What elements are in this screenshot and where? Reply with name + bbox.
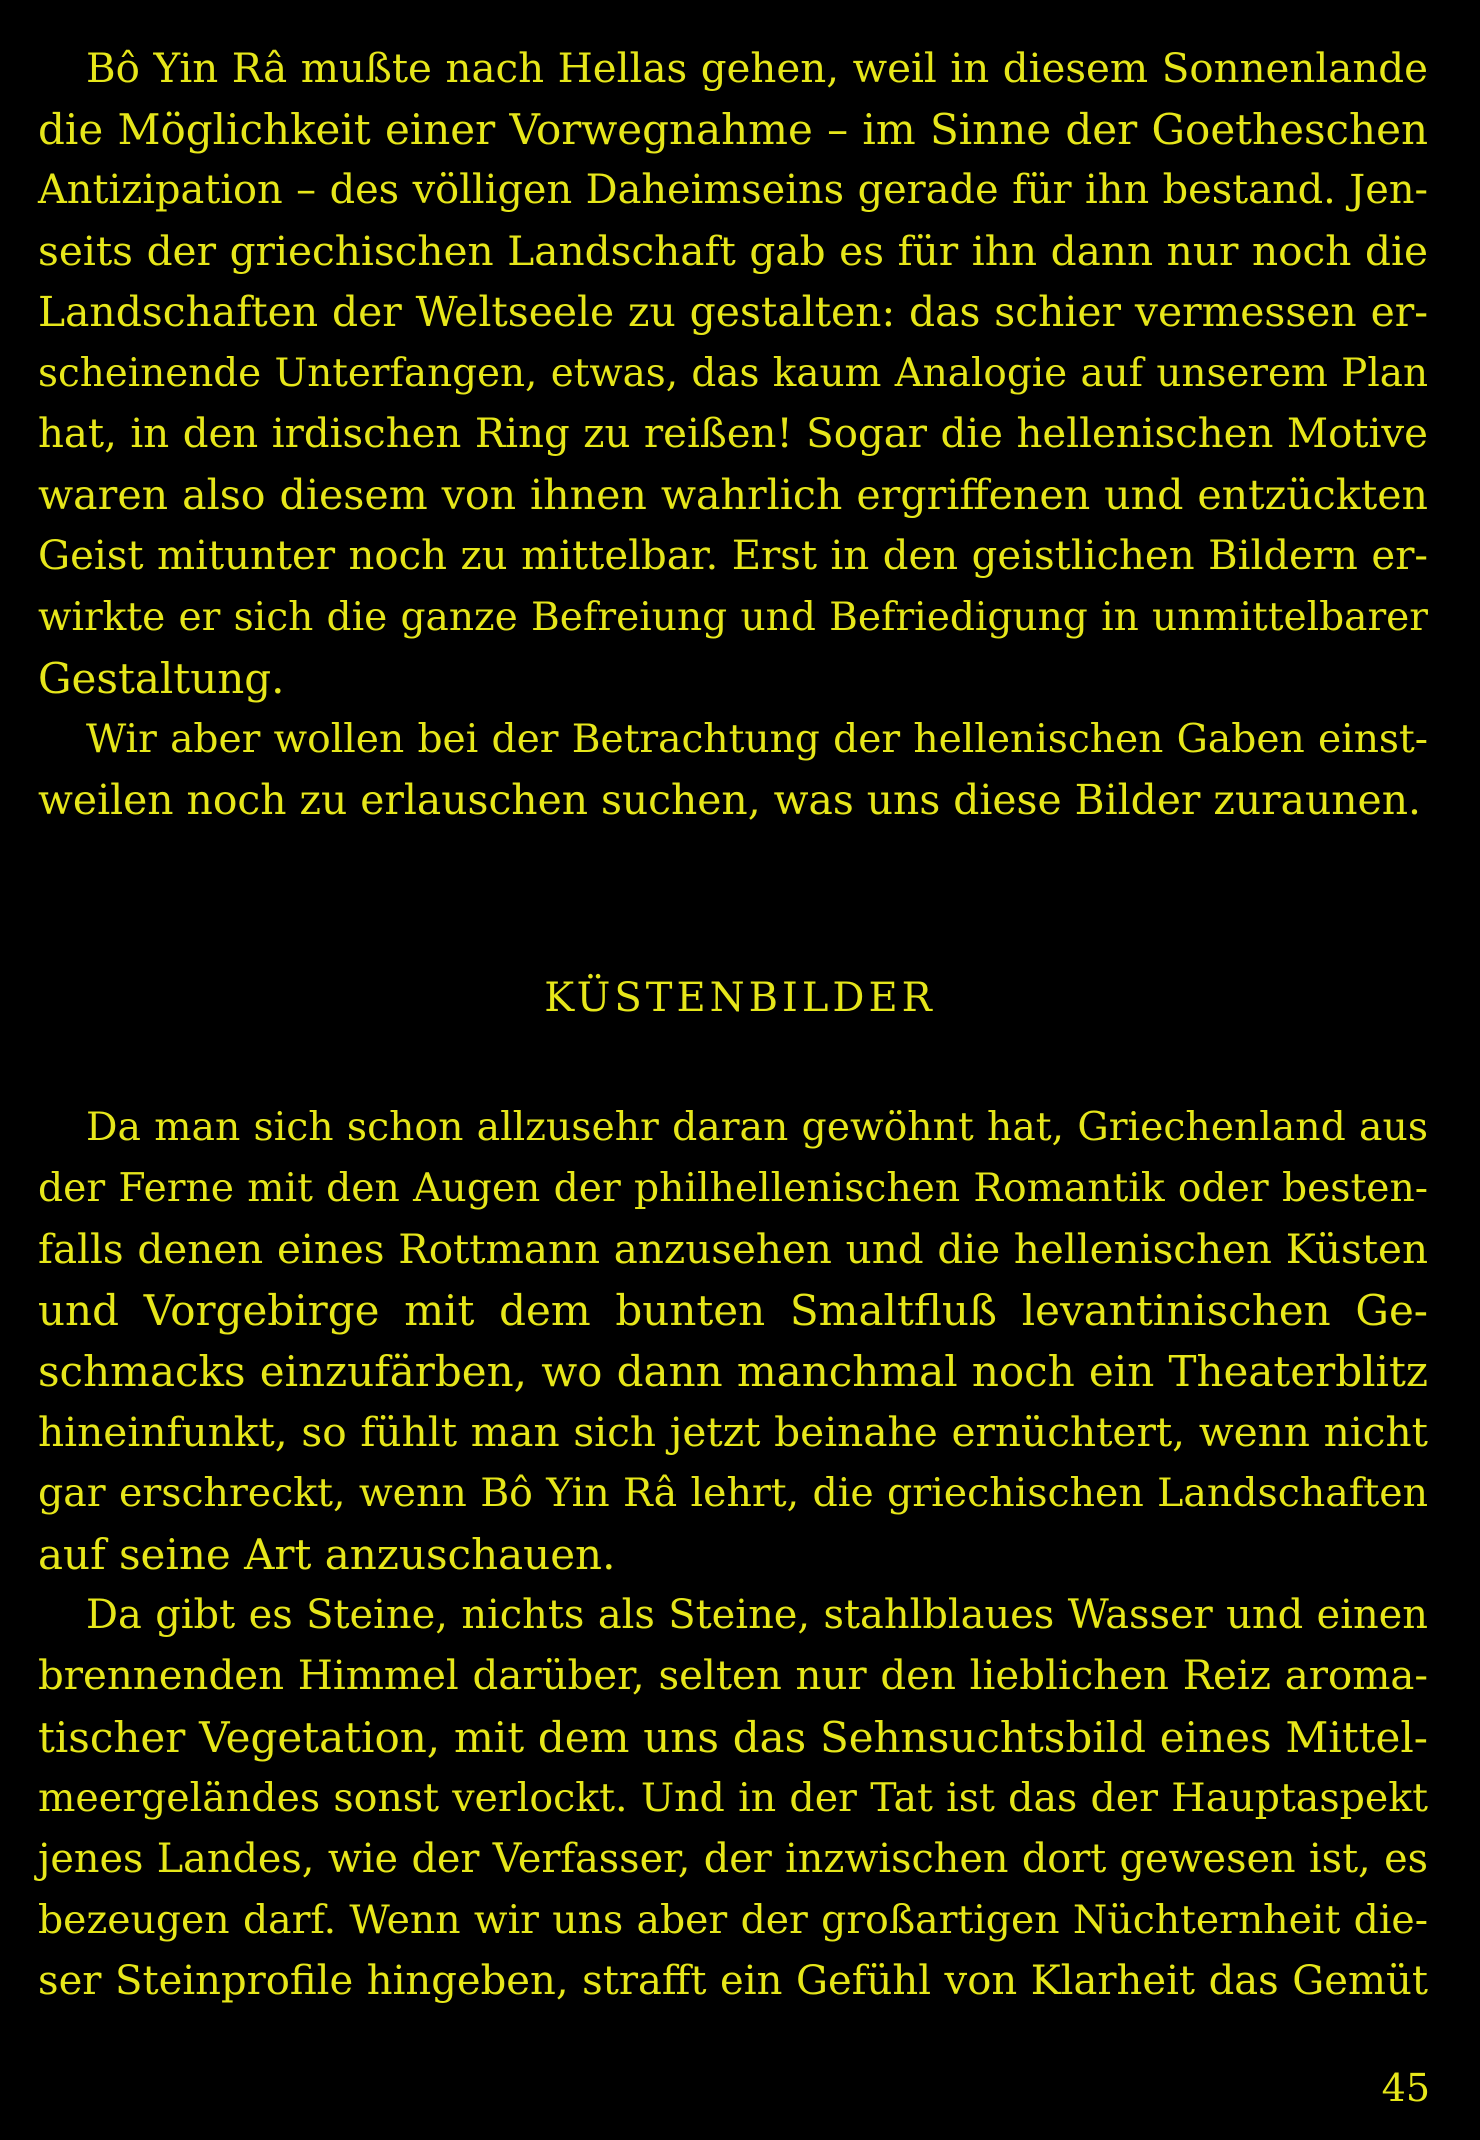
text-line: Gestaltung. xyxy=(38,654,285,703)
top-text-block xyxy=(38,38,1428,831)
text-line: Geist mitunter noch zu mittelbar. Erst in den geistlichen Bildern er- xyxy=(38,533,1428,579)
text-line: gar erschreckt, wenn Bô Yin Râ lehrt, die griechischen Landschaften xyxy=(38,1470,1428,1516)
text-line: waren also diesem von ihnen wahrlich ergriffenen und entzückten xyxy=(38,471,1428,519)
text-line: brennenden Himmel darüber, selten nur den lieblichen Reiz aroma- xyxy=(38,1653,1428,1699)
paragraph xyxy=(38,709,1428,831)
text-line: jenes Landes, wie der Verfasser, der inzwischen dort gewesen ist, es xyxy=(38,1836,1428,1882)
text-line: hineinfunkt, so fühlt man sich jetzt beinahe ernüchtert, wenn nicht xyxy=(38,1408,1428,1456)
paragraph xyxy=(38,1585,1428,2012)
text-line: der Ferne mit den Augen der philhellenischen Romantik oder besten- xyxy=(38,1166,1428,1211)
text-line: Antizipation – des völligen Daheimseins gerade für ihn bestand. Jen- xyxy=(38,167,1428,213)
text-line: Landschaften der Weltseele zu gestalten: das schier vermessen er- xyxy=(38,288,1428,336)
text-line: Da gibt es Steine, nichts als Steine, stahlblaues Wasser und einen xyxy=(86,1592,1428,1638)
text-line: bezeugen darf. Wenn wir uns aber der großartigen Nüchternheit die- xyxy=(38,1897,1428,1943)
text-line: hat, in den irdischen Ring zu reißen! Sogar die hellenischen Motive xyxy=(38,411,1428,457)
page-number: 45 xyxy=(1381,2066,1430,2110)
text-line: und Vorgebirge mit dem bunten Smaltfluß levantinischen Ge- xyxy=(38,1286,1428,1335)
text-line: ser Steinprofile hingeben, strafft ein Gefühl von Klarheit das Gemüt xyxy=(38,1958,1428,2004)
text-line: meergeländes sonst verlockt. Und in der Tat ist das der Hauptaspekt xyxy=(38,1775,1428,1821)
bottom-text-block xyxy=(38,1097,1428,2012)
text-line: Da man sich schon allzusehr daran gewöhnt hat, Griechenland aus xyxy=(86,1105,1428,1150)
text-line: seits der griechischen Landschaft gab es für ihn dann nur noch die xyxy=(38,227,1428,275)
paragraph xyxy=(38,38,1428,709)
text-line: schmacks einzufärben, wo dann manchmal noch ein Theaterblitz xyxy=(38,1347,1428,1396)
text-line: falls denen eines Rottmann anzusehen und die hellenischen Küsten xyxy=(38,1225,1428,1273)
text-line: tischer Vegetation, mit dem uns das Sehnsuchtsbild eines Mittel- xyxy=(38,1713,1428,1762)
text-line: Bô Yin Râ mußte nach Hellas gehen, weil in diesem Sonnenlande xyxy=(86,45,1428,92)
text-line: wirkte er sich die ganze Befreiung und Befriedigung in unmittelbarer xyxy=(38,595,1428,640)
text-line: die Möglichkeit einer Vorwegnahme – im Sinne der Goetheschen xyxy=(38,105,1428,154)
section-heading: KÜSTENBILDER xyxy=(544,975,936,1021)
text-line: auf seine Art anzuschauen. xyxy=(38,1530,616,1579)
text-line: weilen noch zu erlauschen suchen, was uns diese Bilder zuraunen. xyxy=(38,776,1421,824)
paragraph xyxy=(38,1097,1428,1585)
text-line: Wir aber wollen bei der Betrachtung der hellenischen Gaben einst- xyxy=(86,717,1428,762)
text-line: scheinende Unterfangen, etwas, das kaum Analogie auf unserem Plan xyxy=(38,351,1428,396)
